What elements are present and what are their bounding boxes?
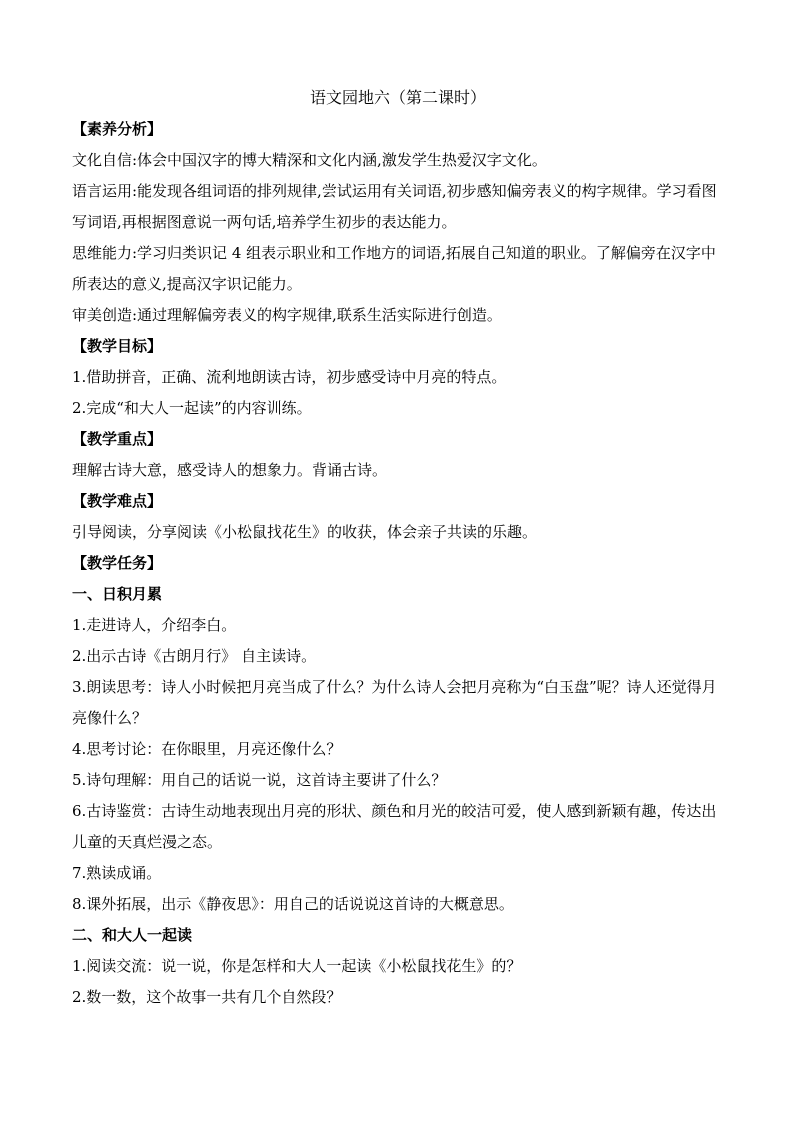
suyang-yuyan: 语言运用:能发现各组词语的排列规律,尝试运用有关词语,初步感知偏旁表义的构字规律。学习看图写词语,再根据图意说一两句话,培养学生初步的表达能力。 bbox=[72, 182, 717, 231]
part2-item: 1.阅读交流：说一说，你是怎样和大人一起读《小松鼠找花生》的？ bbox=[72, 957, 522, 975]
part1-item: 8.课外拓展，出示《静夜思》：用自己的话说说这首诗的大概意思。 bbox=[72, 895, 514, 913]
part1-item: 5.诗句理解：用自己的话说一说，这首诗主要讲了什么？ bbox=[72, 771, 447, 789]
mubiao-item: 1.借助拼音，正确、流利地朗读古诗，初步感受诗中月亮的特点。 bbox=[72, 368, 507, 386]
heading-suyang: 【素养分析】 bbox=[72, 120, 163, 138]
part1-item: 3.朗读思考：诗人小时候把月亮当成了什么？为什么诗人会把月亮称为“白玉盘”呢？诗人还觉得月亮像什么？ bbox=[72, 678, 717, 727]
part1-item: 7.熟读成诵。 bbox=[72, 864, 162, 882]
part1-item: 4.思考讨论：在你眼里，月亮还像什么？ bbox=[72, 740, 342, 758]
suyang-wenhua: 文化自信:体会中国汉字的博大精深和文化内涵,激发学生热爱汉字文化。 bbox=[72, 151, 547, 169]
heading-mubiao: 【教学目标】 bbox=[72, 337, 163, 355]
part1-heading: 一、日积月累 bbox=[72, 585, 163, 603]
part1-item: 6.古诗鉴赏：古诗生动地表现出月亮的形状、颜色和月光的皎洁可爱，使人感到新颖有趣，传达出儿童的天真烂漫之态。 bbox=[72, 802, 717, 851]
suyang-siwei: 思维能力:学习归类识记 4 组表示职业和工作地方的词语,拓展自己知道的职业。了解偏旁在汉字中所表达的意义,提高汉字识记能力。 bbox=[72, 244, 716, 293]
suyang-shenmei: 审美创造:通过理解偏旁表义的构字规律,联系生活实际进行创造。 bbox=[72, 306, 502, 324]
part2-item: 2.数一数，这个故事一共有几个自然段？ bbox=[72, 988, 342, 1006]
part1-item: 1.走进诗人，介绍李白。 bbox=[72, 616, 237, 634]
document-title: 语文园地六（第二课时） bbox=[309, 88, 486, 107]
zhongdian-text: 理解古诗大意，感受诗人的想象力。背诵古诗。 bbox=[72, 461, 388, 479]
document-page bbox=[72, 83, 724, 1013]
heading-zhongdian: 【教学重点】 bbox=[72, 430, 163, 448]
part2-heading: 二、和大人一起读 bbox=[72, 926, 193, 944]
heading-nandian: 【教学难点】 bbox=[72, 492, 163, 510]
part1-item: 2.出示古诗《古朗月行》 自主读诗。 bbox=[72, 647, 317, 665]
nandian-text: 引导阅读，分享阅读《小松鼠找花生》的收获，体会亲子共读的乐趣。 bbox=[72, 523, 538, 541]
heading-renwu: 【教学任务】 bbox=[72, 554, 163, 572]
mubiao-item: 2.完成“和大人一起读”的内容训练。 bbox=[72, 399, 312, 417]
